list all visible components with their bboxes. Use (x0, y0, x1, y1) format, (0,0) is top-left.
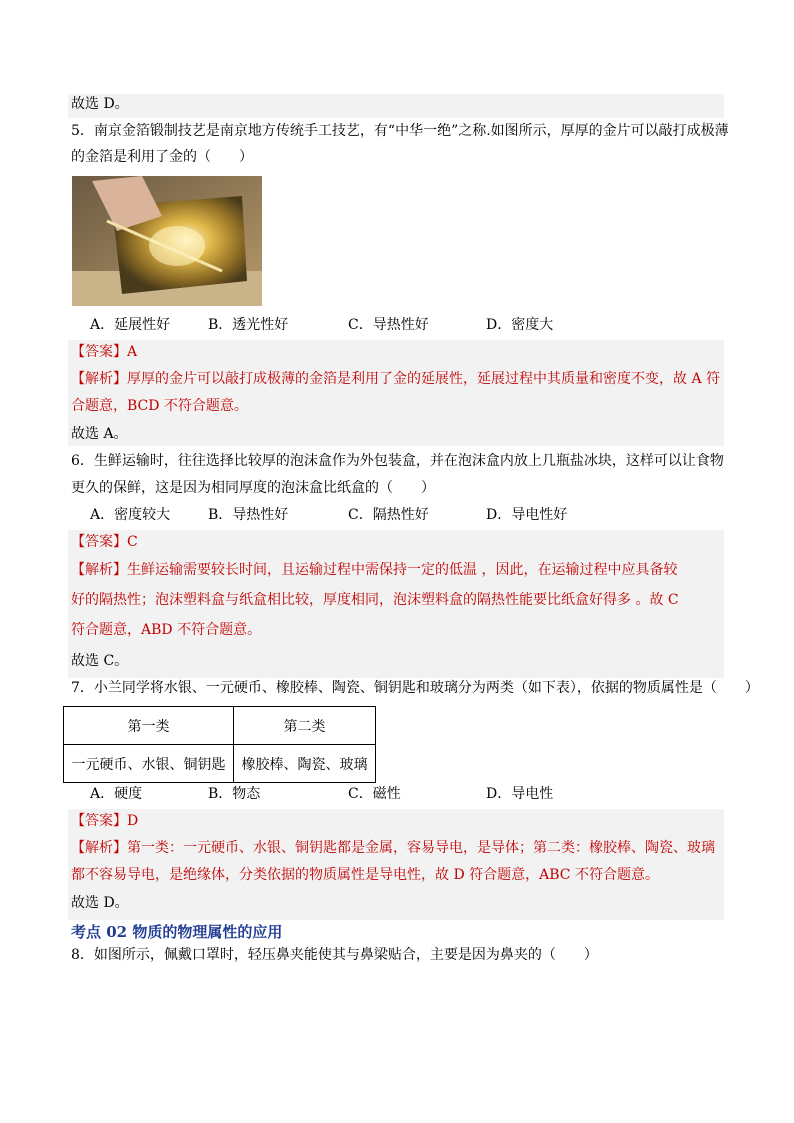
q7-option-d[interactable]: D．导电性 (486, 786, 554, 802)
answer-value: D (127, 813, 139, 829)
q6-stem-line1: 6．生鲜运输时，往往选择比较厚的泡沫盒作为外包装盒，并在泡沫盒内放上几瓶盐冰块，这样可以让食物 (71, 453, 724, 469)
analysis-tag: 【解析】 (71, 562, 127, 578)
answer-value: A (127, 344, 138, 360)
analysis-text: 厚厚的金片可以敲打成极薄的金箔是利用了金的延展性，延展过程中其质量和密度不变，故 A 符 (127, 371, 721, 387)
q7-stem-line1: 7．小兰同学将水银、一元硬币、橡胶棒、陶瓷、铜钥匙和玻璃分为两类（如下表），依据的物质属性是（ ） (71, 680, 759, 696)
q6-analysis-line1 (71, 560, 677, 580)
q6-option-b[interactable]: B．导热性好 (208, 507, 289, 523)
answer-value: C (127, 534, 138, 550)
q7-option-b[interactable]: B．物态 (208, 786, 261, 802)
q5-analysis-line2: 合题意，BCD 不符合题意。 (71, 398, 248, 414)
q5-conclusion: 故选 A。 (71, 426, 128, 442)
q5-stem-line2: 的金箔是利用了金的（ ） (71, 149, 253, 165)
table-header-row (64, 707, 376, 745)
q7-answer (71, 811, 138, 831)
q5-option-a[interactable]: A．延展性好 (90, 317, 171, 333)
table-cell: 一元硬币、水银、铜钥匙 (64, 745, 234, 783)
solution-band-q5 (68, 340, 724, 446)
analysis-text: 生鲜运输需要较长时间，且运输过程中需保持一定的低温 ，因此，在运输过程中应具备较 (127, 562, 678, 578)
previous-conclusion: 故选 D。 (71, 96, 129, 112)
analysis-text: 第一类：一元硬币、水银、铜钥匙都是金属，容易导电，是导体；第二类：橡胶棒、陶瓷、玻璃 (127, 840, 715, 856)
q5-analysis-line1 (71, 369, 720, 389)
q8-stem-line1: 8．如图所示，佩戴口罩时，轻压鼻夹能使其与鼻梁贴合，主要是因为鼻夹的（ ） (71, 947, 598, 963)
q6-analysis-line3: 符合题意，ABD 不符合题意。 (71, 622, 262, 638)
q7-option-c[interactable]: C．磁性 (348, 786, 401, 802)
q6-answer (71, 532, 138, 552)
q6-option-c[interactable]: C．隔热性好 (348, 507, 429, 523)
q7-option-a[interactable]: A．硬度 (90, 786, 143, 802)
q6-option-d[interactable]: D．导电性好 (486, 507, 568, 523)
solution-band-q4 (68, 94, 724, 118)
q7-conclusion: 故选 D。 (71, 895, 129, 911)
q5-answer (71, 342, 137, 362)
answer-tag: 【答案】 (71, 813, 127, 829)
q6-conclusion: 故选 C。 (71, 653, 129, 669)
q5-option-c[interactable]: C．导热性好 (348, 317, 429, 333)
table-cell: 橡胶棒、陶瓷、玻璃 (234, 745, 376, 783)
section-heading: 考点 02 物质的物理属性的应用 (71, 923, 283, 941)
q6-option-a[interactable]: A．密度较大 (90, 507, 171, 523)
table-row (64, 745, 376, 783)
q7-analysis-line2: 都不容易导电，是绝缘体，分类依据的物质属性是导电性，故 D 符合题意，ABC 不符合题意。 (71, 867, 659, 883)
analysis-tag: 【解析】 (71, 371, 127, 387)
table-header-cell: 第二类 (234, 707, 376, 745)
q5-option-d[interactable]: D．密度大 (486, 317, 554, 333)
analysis-tag: 【解析】 (71, 840, 127, 856)
classification-table (63, 706, 376, 783)
q6-stem-line2: 更久的保鲜，这是因为相同厚度的泡沫盒比纸盒的（ ） (71, 480, 435, 496)
gold-foil-photo (72, 176, 262, 306)
q6-analysis-line2: 好的隔热性；泡沫塑料盒与纸盒相比较，厚度相同，泡沫塑料盒的隔热性能要比纸盒好得多 。故 C (71, 592, 679, 608)
answer-tag: 【答案】 (71, 344, 127, 360)
answer-tag: 【答案】 (71, 534, 127, 550)
q7-analysis-line1 (71, 838, 715, 858)
q5-option-b[interactable]: B．透光性好 (208, 317, 289, 333)
q5-stem-line1: 5．南京金箔锻制技艺是南京地方传统手工技艺，有“中华一绝”之称.如图所示，厚厚的金片可以敲打成极薄 (71, 123, 729, 139)
table-header-cell: 第一类 (64, 707, 234, 745)
